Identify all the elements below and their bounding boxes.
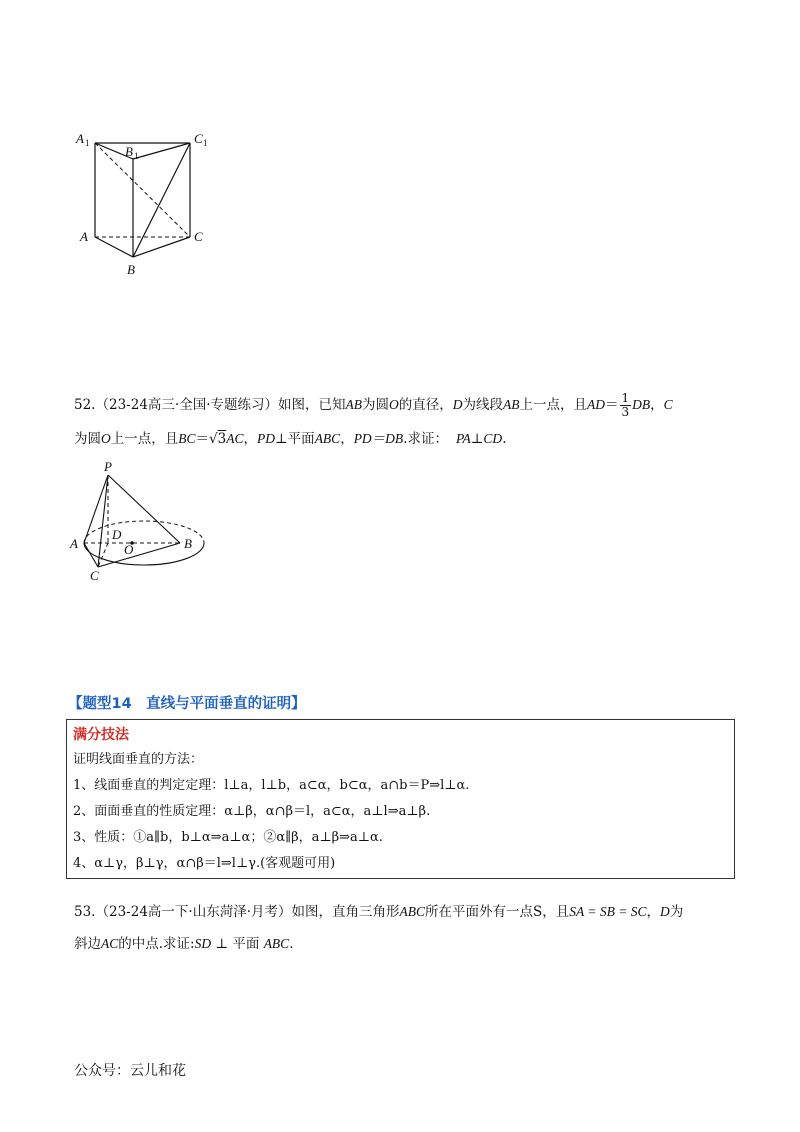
sqrt-symbol: √3 [209,431,227,447]
label-b1-sub: 1 [134,151,139,161]
tips-box [66,719,735,879]
edge-a1c-hidden [95,143,190,237]
label-a1: A [76,131,84,146]
footer-text: 公众号：云儿和花 [74,1063,186,1079]
label-o: O [124,542,134,557]
cone-figure [68,455,208,585]
edge-ab [95,237,133,257]
label-c: C [90,568,99,583]
q52-line2: 为圆O上一点，且BC＝√3AC，PD⊥平面ABC，PD＝DB.求证： PA⊥CD. [74,431,507,447]
label-a: A [80,229,88,244]
edge-b1c1 [133,143,190,159]
label-c: C [194,229,203,244]
label-d: D [112,527,122,542]
label-b1: B [125,144,133,159]
prism-figure [70,125,220,285]
q53-line1: 53.（23-24高一下·山东菏泽·月考）如图，直角三角形ABC所在平面外有一点S，且SA = SB = SC，D为 [74,904,684,920]
tips-line-1: 1、线面垂直的判定定理：l⊥a，l⊥b，a⊂α，b⊂α，a∩b＝P⇒l⊥α. [73,778,470,793]
label-a: A [70,536,78,551]
edge-ac [84,543,98,567]
fraction-one-third: $\frac{1}{3}$ [621,391,630,419]
tips-title: 满分技法 [73,727,129,743]
section-heading: 【题型14 直线与平面垂直的证明】 [68,696,306,712]
label-c1-sub: 1 [203,138,208,148]
tips-line-2: 2、面面垂直的性质定理：α⊥β，α∩β＝l，a⊂α，a⊥l⇒a⊥β. [73,804,431,819]
label-p: P [104,459,112,474]
tips-line-3: 3、性质：①a∥b，b⊥α⇒a⊥α；②α∥β，a⊥β⇒a⊥α. [73,830,383,845]
label-b: B [184,536,192,551]
q53-line2: 斜边AC的中点.求证:SD ⊥ 平面 ABC. [74,936,294,952]
label-a1-sub: 1 [85,138,90,148]
tips-line-0: 证明线面垂直的方法： [73,752,204,767]
q52-line1: 52.（23-24高三·全国·专题练习）如图，已知AB为圆O的直径，D为线段AB上一点，且AD＝ $\frac{1}{3}$ DB，C [74,391,673,419]
label-c1: C [194,131,203,146]
label-b: B [127,262,135,277]
tips-line-4: 4、α⊥γ，β⊥γ，α∩β＝l⇒l⊥γ.(客观题可用) [73,856,336,871]
